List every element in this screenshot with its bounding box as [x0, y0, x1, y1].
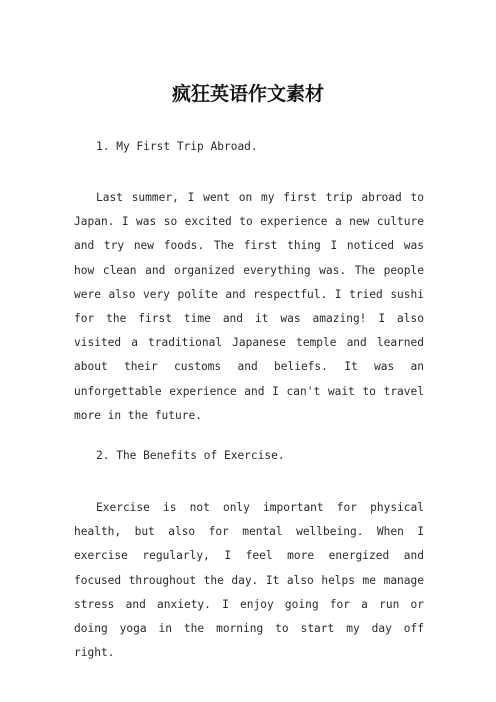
- section-heading: 1. My First Trip Abroad.: [96, 140, 258, 153]
- document-title: 疯狂英语作文素材: [171, 83, 324, 105]
- section-paragraph: Exercise is not only important for physical health, but also for mental wellbeing. When I exercise regularly, I feel more energized and focused throughout the day. It also helps me manage stress and anxiety. I enjoy going for a run or doing yoga in the morning to start my day off right.: [74, 501, 424, 660]
- section-paragraph: Last summer, I went on my first trip abroad to Japan. I was so excited to experience a new culture and try new foods. The first thing I noticed was how clean and organized everything was. The people were also very polite and respectful. I tried sushi for the first time and it was amazing! I also visited a traditional Japanese temple and learned about their customs and beliefs. It was an unforgettable experience and I can't wait to travel more in the future.: [74, 191, 424, 422]
- section-heading: 2. The Benefits of Exercise.: [96, 449, 285, 462]
